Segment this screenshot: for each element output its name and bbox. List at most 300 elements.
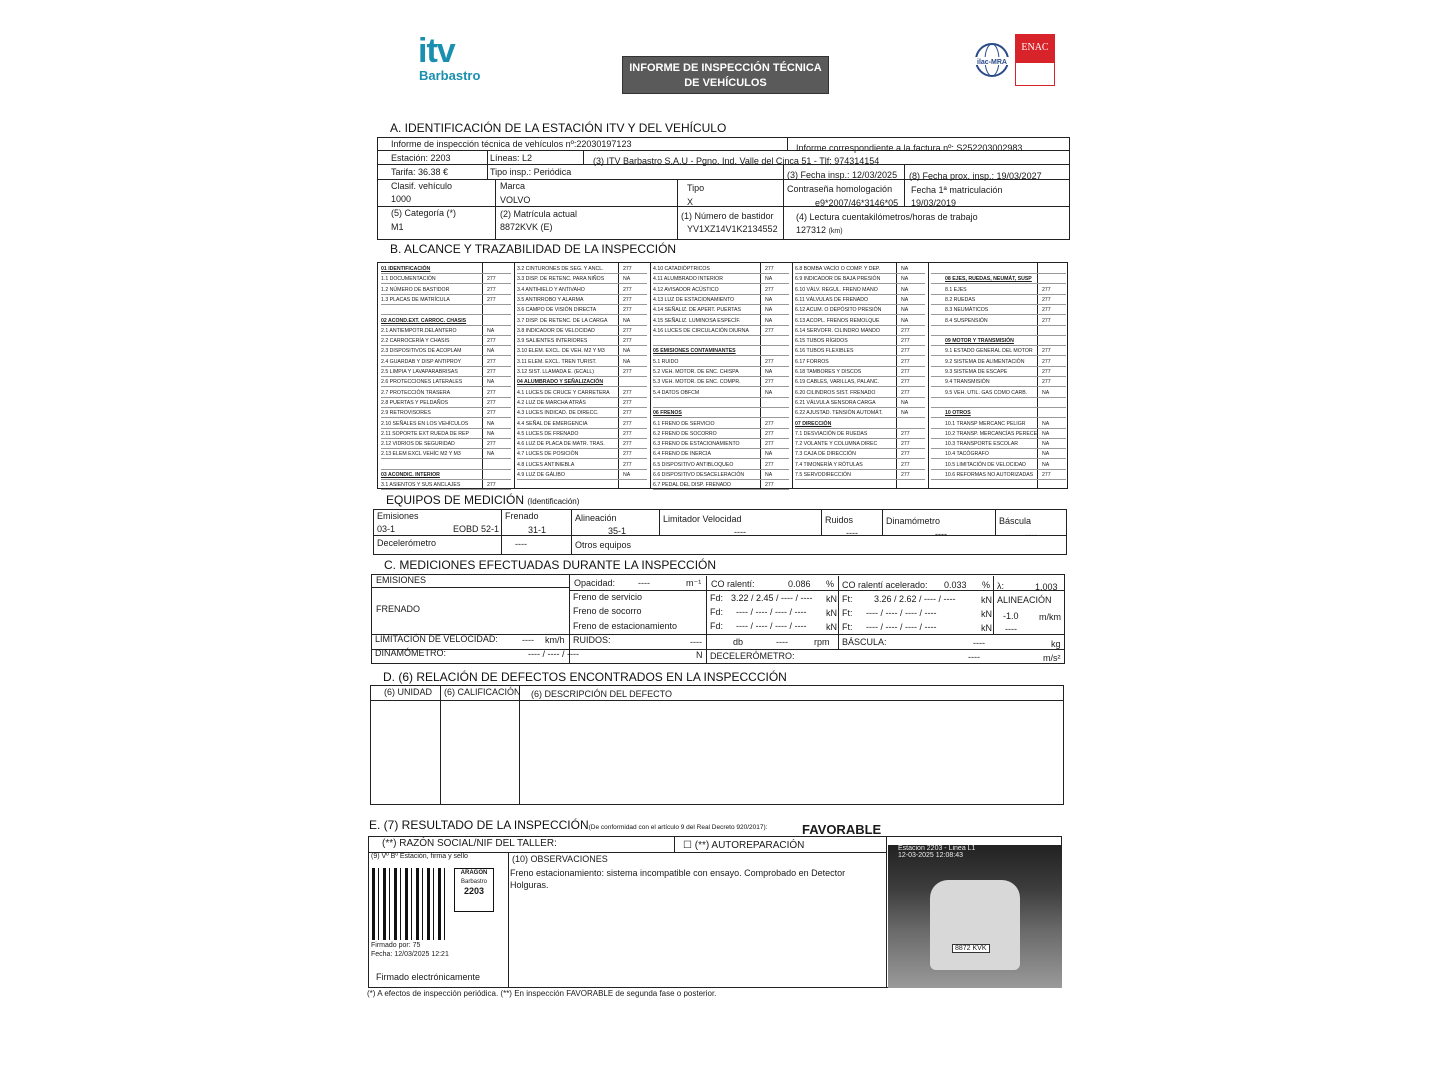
freno-socorro-label: Freno de socorro (573, 606, 642, 616)
scope-item-label: 3.5 ANTIRROBO Y ALARMA (517, 296, 584, 303)
scope-item (931, 408, 1066, 418)
scope-item-result: 277 (901, 430, 910, 437)
tipo-inspeccion: Tipo insp.: Periódica (490, 167, 572, 177)
scope-item-label: 4.6 LUZ DE PLACA DE MATR. TRAS. (517, 441, 605, 448)
scope-item (931, 336, 1066, 346)
scope-item-label: 4.3 LUCES INDICAD. DE DIRECC. (517, 410, 599, 417)
scope-item-result: NA (765, 472, 773, 478)
scope-item-result: 277 (901, 369, 910, 375)
scope-item-result: 277 (623, 286, 632, 293)
scope-item (931, 305, 1066, 315)
scope-item (653, 264, 789, 274)
result-favorable: FAVORABLE (802, 822, 882, 837)
scope-item (931, 398, 1066, 408)
scope-item-label: 10 OTROS (945, 410, 971, 417)
station-seal (454, 868, 494, 912)
scope-item (653, 449, 789, 459)
contrasena-label: Contraseña homologación (787, 184, 893, 194)
scope-item-label: 6.3 FRENO DE ESTACIONAMIENTO (653, 441, 740, 448)
scope-item-result: NA (901, 266, 909, 272)
scope-item-label: 2.12 VIDRIOS DE SEGURIDAD (381, 441, 455, 448)
scope-item (795, 408, 925, 418)
scope-item-label: 6.8 BOMBA VACÍO O COMP. Y DEP. (795, 266, 881, 272)
razon-social-label: (**) RAZÓN SOCIAL/NIF DEL TALLER: (382, 838, 557, 849)
scope-item-result: 277 (623, 461, 632, 468)
title-line-2: DE VEHÍCULOS (684, 77, 767, 89)
scope-item (653, 429, 789, 439)
scope-item-label: 2.6 PROTECCIONES LATERALES (381, 379, 463, 386)
scope-item (653, 419, 789, 429)
enac-logo (1015, 34, 1055, 86)
scope-item (931, 285, 1066, 295)
scope-item-result: NA (487, 348, 495, 355)
grid-column-divider (928, 263, 929, 488)
freno-servicio-ft: 3.26 / 2.62 / ---- / ---- (874, 594, 956, 604)
scope-item-label: 2.1 ANTIEMPOTR.DELANTERO (381, 327, 457, 334)
scope-item-result: 277 (623, 441, 632, 448)
scope-item-label: 02 ACOND.EXT. CARROC. CHASIS (381, 317, 467, 324)
scope-item (517, 449, 647, 459)
document-title (622, 56, 829, 94)
scope-item-label: 3.7 DISP. DE RETENC. DE LA CARGA (517, 317, 608, 324)
kilometraje-label: (4) Lectura cuentakilómetros/horas de trabajo (796, 212, 978, 222)
scope-item-result: 277 (901, 451, 910, 458)
tarifa: Tarifa: 36.38 € (391, 167, 449, 177)
limitador-equipo: ---- (734, 527, 746, 537)
scope-item-result: 277 (487, 369, 496, 375)
scope-item-result: 277 (765, 379, 774, 386)
scope-item-result: NA (623, 348, 631, 355)
scope-item-label: 7.1 DESVIACIÓN DE RUEDAS (795, 430, 868, 437)
scope-item-result: 277 (901, 358, 910, 365)
scope-item-label: 8.3 NEUMÁTICOS (945, 307, 989, 314)
bascula-unit: kg (1051, 639, 1061, 649)
scope-item (931, 367, 1066, 377)
scope-item (653, 305, 789, 315)
scope-item-label: 01 IDENTIFICACIÓN (381, 266, 431, 272)
scope-item (517, 357, 647, 367)
decelerometro-label-c: DECELERÓMETRO: (710, 651, 795, 661)
defects-header-unidad: (6) UNIDAD (384, 687, 433, 697)
ruidos-value: ---- (690, 637, 702, 647)
observaciones-text: Freno estacionamiento: sistema incompatible con ensayo. Comprobado en Detector Holguras. (510, 868, 846, 890)
scope-item (931, 460, 1066, 470)
enac-text: ENAC (1016, 35, 1054, 63)
km-unit: (km) (828, 228, 843, 235)
grid-column-divider (650, 263, 651, 488)
bastidor-value: YV1XZ14V1K2134552 (687, 224, 778, 234)
alineacion-equipo: 35-1 (608, 526, 627, 536)
firma-fecha: Fecha: 12/03/2025 12:21 (371, 951, 449, 958)
ilac-mra-logo (972, 42, 1012, 80)
scope-item (653, 367, 789, 377)
scope-item (381, 470, 511, 480)
scope-item-label: 3.2 CINTURONES DE SEG. Y ANCL. (517, 266, 604, 272)
scope-item-result: 277 (1042, 358, 1051, 365)
scope-item-result: 277 (765, 327, 774, 334)
scope-item-result: NA (487, 327, 495, 334)
grid-column-divider (514, 263, 515, 488)
scope-item-label: 1.3 PLACAS DE MATRÍCULA (381, 296, 450, 303)
scope-item-result: 277 (623, 327, 632, 334)
scope-item-label: 6.5 DISPOSITIVO ANTIBLOQUEO (653, 461, 734, 468)
limitacion-value: ---- (522, 635, 534, 645)
scope-item (517, 460, 647, 470)
scope-item-result: NA (901, 317, 909, 324)
scope-item (795, 470, 925, 480)
frenado-equipo: 31-1 (528, 525, 547, 535)
ft-label-2: Ft: (842, 608, 853, 618)
scope-item-label: 6.14 SERVOFR. CILINDRO MANDO (795, 327, 880, 334)
opacidad-value: ---- (638, 578, 650, 588)
scope-item-result: 277 (623, 410, 632, 417)
scope-item-result: 277 (623, 307, 632, 314)
ft-label-1: Ft: (842, 594, 853, 604)
scope-item (795, 285, 925, 295)
scope-item-label: 3.6 CAMPO DE VISIÓN DIRECTA (517, 307, 597, 314)
scope-item-result: NA (765, 317, 773, 324)
opacidad-label: Opacidad: (574, 578, 616, 588)
inspection-scope-grid (377, 262, 1068, 489)
emisiones-equipo-2: EOBD 52-1 (453, 524, 500, 534)
scope-item-result: 277 (1042, 379, 1051, 386)
scope-item-label: 6.4 FRENO DE INERCIA (653, 451, 711, 458)
scope-item-label: 2.3 DISPOSITIVOS DE ACOPLAM (381, 348, 462, 355)
bascula-value: ---- (973, 638, 985, 648)
scope-item-result: NA (901, 307, 909, 314)
scope-item-result: NA (487, 420, 495, 427)
equipos-title (386, 493, 579, 507)
scope-item-result: NA (487, 451, 495, 458)
scope-item (517, 346, 647, 356)
scope-item (381, 460, 511, 470)
fecha-proxima: (8) Fecha prox. insp.: 19/03/2027 (909, 171, 1042, 181)
grid-column-divider (792, 263, 793, 488)
scope-item (381, 449, 511, 459)
scope-item-result: 277 (623, 399, 632, 406)
freno-socorro-ft: ---- / ---- / ---- / ---- (866, 608, 937, 618)
scope-item (653, 377, 789, 387)
scope-item-label: 5.2 VEH. MOTOR. DE ENC. CHISPA (653, 369, 739, 375)
limitacion-unit: km/h (545, 635, 565, 645)
scope-item (517, 398, 647, 408)
scope-item (795, 305, 925, 315)
scope-item (931, 429, 1066, 439)
alineacion-value: -1.0 (1003, 611, 1019, 621)
scope-item-result: NA (623, 358, 631, 365)
frenado-label: Frenado (505, 511, 539, 521)
scope-item-result: 277 (487, 276, 496, 283)
scope-item-result: NA (901, 286, 909, 293)
scope-item (653, 439, 789, 449)
scope-item-result: NA (623, 317, 631, 324)
scope-item-label: 4.10 CATADIÓPTRICOS (653, 266, 710, 272)
scope-item-label: 7.3 CAJA DE DIRECCIÓN (795, 451, 856, 458)
freno-servicio-label: Freno de servicio (573, 592, 643, 602)
scope-item-label: 6.1 FRENO DE SERVICIO (653, 420, 715, 427)
scope-item-label: 10.4 TACÓGRAFO (945, 451, 989, 458)
scope-item (381, 398, 511, 408)
scope-item-result: NA (487, 430, 495, 437)
scope-item-label: 9.3 SISTEMA DE ESCAPE (945, 369, 1008, 375)
scope-item (381, 264, 511, 274)
scope-item-result: NA (901, 399, 909, 406)
scope-item-label: 3.9 SALIENTES INTERIORES (517, 338, 588, 345)
scope-item (931, 346, 1066, 356)
scope-item-label: 4.8 LUCES ANTINIEBLA (517, 461, 575, 468)
scope-item-result: 277 (901, 327, 910, 334)
clasif-label: Clasif. vehículo (391, 181, 453, 191)
vehicle-image (930, 880, 1020, 970)
scope-item-result: NA (1042, 430, 1050, 437)
scope-item-result: 277 (487, 358, 496, 365)
footnote: (*) A efectos de inspección periódica. (**) En inspección FAVORABLE de segunda fase o posterior. (367, 989, 717, 998)
scope-item (517, 377, 647, 387)
scope-item-label: 6.21 VÁLVULA SENSORA CARGA (795, 399, 876, 406)
scope-item-label: 10.3 TRANSPORTE ESCOLAR (945, 441, 1019, 448)
decelerometro-unit: m/s² (1043, 653, 1061, 663)
defects-header-calificacion: (6) CALIFICACIÓN (444, 687, 521, 697)
scope-item-label: 2.5 LIMPIA Y LAVAPARABRISAS (381, 369, 458, 375)
frenado-header: FRENADO (376, 604, 421, 614)
scope-item-result: 277 (765, 286, 774, 293)
scope-item-label: 7.5 SERVODIRECCIÓN (795, 472, 851, 478)
decelerometro-value: ---- (968, 652, 980, 662)
scope-item (381, 480, 511, 490)
scope-item (795, 398, 925, 408)
scope-item-label: 06 FRENOS (653, 410, 682, 417)
scope-item-label: 07 DIRECCIÓN (795, 420, 832, 427)
section-c-title: C. MEDICIONES EFECTUADAS DURANTE LA INSPECCIÓN (384, 558, 717, 572)
scope-item-result: 277 (623, 430, 632, 437)
scope-item (653, 285, 789, 295)
scope-item-label: 04 ALUMBRADO Y SEÑALIZACIÓN (517, 379, 604, 386)
scope-item-result: 277 (901, 348, 910, 355)
scope-item-result: 277 (1042, 307, 1051, 314)
scope-item (931, 316, 1066, 326)
scope-item-label: 6.12 ACUM. O DEPÓSITO PRESIÓN (795, 307, 882, 314)
scope-item-label: 6.2 FRENO DE SOCORRO (653, 430, 717, 437)
fd-label-1: Fd: (710, 593, 724, 603)
scope-item-label: 4.5 LUCES DE FRENADO (517, 430, 579, 437)
scope-item (653, 408, 789, 418)
scope-item-label: 6.6 DISPOSITIVO DESACELERACIÓN (653, 472, 745, 478)
scope-item (653, 336, 789, 346)
station-address: (3) ITV Barbastro S.A.U - Pgno. Ind. Valle del Cinca 51 - Tlf: 974314154 (593, 156, 880, 166)
scope-item-label: 4.2 LUZ DE MARCHA ATRÁS (517, 399, 586, 406)
scope-item-label: 9.1 ESTADO GENERAL DEL MOTOR (945, 348, 1033, 355)
kn-unit-3: kN (826, 622, 837, 632)
scope-item-result: NA (765, 369, 773, 375)
scope-item (381, 285, 511, 295)
scope-item-result: 277 (901, 379, 910, 386)
scope-item-label: 4.13 LUZ DE ESTACIONAMIENTO (653, 296, 735, 303)
scope-item (795, 264, 925, 274)
observaciones-label: (10) OBSERVACIONES (512, 854, 608, 864)
scope-item-label: 1.1 DOCUMENTACIÓN (381, 276, 436, 283)
scope-item-label: 6.16 TUBOS FLEXIBLES (795, 348, 854, 355)
scope-item-result: 277 (765, 441, 774, 448)
scope-item-result: NA (1042, 461, 1050, 468)
scope-item-result: 277 (487, 296, 496, 303)
scope-item-result: NA (765, 307, 773, 314)
scope-item-result: NA (901, 296, 909, 303)
scope-item (381, 357, 511, 367)
scope-item (381, 439, 511, 449)
scope-item-result: 277 (1042, 348, 1051, 355)
scope-item (795, 326, 925, 336)
equipos-title-sub: (Identificación) (527, 497, 580, 506)
scope-item (381, 274, 511, 284)
scope-item-result: 277 (901, 338, 910, 345)
scope-item (517, 367, 647, 377)
scope-item (931, 470, 1066, 480)
scope-item-label: 4.15 SEÑALIZ. LUMINOSA ESPECÍF. (653, 317, 741, 324)
scope-item (795, 274, 925, 284)
photo-caption-1: Estacion 2203 - Linea L1 (898, 845, 976, 852)
fecha-matriculacion-value: 19/03/2019 (911, 198, 957, 208)
freno-estacionamiento-fd: ---- / ---- / ---- / ---- (736, 621, 807, 631)
scope-item (517, 305, 647, 315)
scope-item-label: 4.1 LUCES DE CRUCE Y CARRETERA (517, 389, 610, 396)
scope-item (381, 326, 511, 336)
limitador-label: Limitador Velocidad (663, 514, 742, 524)
scope-item (795, 429, 925, 439)
scope-item-label: 3.11 ELEM. EXCL. TREN TURIST. (517, 358, 597, 365)
scope-item-label: 3.12 SIST. LLAMADA E. (ECALL) (517, 369, 594, 375)
scope-item-label: 2.8 PUERTAS Y PELDAÑOS (381, 399, 449, 406)
scope-item (381, 429, 511, 439)
emisiones-header: EMISIONES (376, 575, 427, 585)
scope-item-label: 9.4 TRANSMISIÓN (945, 379, 990, 386)
lambda-value: 1.003 (1035, 582, 1058, 592)
scope-item (653, 480, 789, 490)
scope-item-result: 277 (901, 461, 910, 468)
scope-item-label: 1.2 NÚMERO DE BASTIDOR (381, 286, 450, 293)
opacidad-unit: m⁻¹ (686, 578, 702, 588)
fd-label-3: Fd: (710, 621, 724, 631)
scope-item-result: 277 (487, 399, 496, 406)
vb-label: (9) Vº Bº Estación, firma y sello (371, 853, 468, 860)
estacion: Estación: 2203 (391, 153, 451, 163)
otros-equipos-label: Otros equipos (575, 540, 632, 550)
scope-item-result: NA (901, 410, 909, 417)
scope-item (931, 419, 1066, 429)
scope-item-result: NA (1042, 451, 1050, 458)
dinamometro-value: ---- / ---- / ---- (528, 649, 579, 659)
scope-item-result: 277 (765, 358, 774, 365)
scope-item-label: 9.5 VEH. UTIL. GAS COMO CARB. (945, 389, 1028, 396)
section-e-title (369, 818, 767, 832)
scope-item-label: 4.7 LUCES DE POSICIÓN (517, 451, 579, 458)
categoria-value: M1 (391, 222, 404, 232)
scope-item-label: 2.11 SOPORTE EXT RUEDA DE REP (381, 430, 469, 437)
scope-item-label: 6.13 ACOPL. FRENOS REMOLQUE (795, 317, 880, 324)
fd-label-2: Fd: (710, 607, 724, 617)
scope-item-label: 2.4 GUARDAB Y DISP ANTIPROY (381, 358, 462, 365)
scope-item (381, 408, 511, 418)
scope-item-result: 277 (487, 286, 496, 293)
freno-estacionamiento-label: Freno de estacionamiento (573, 621, 678, 631)
scope-item-label: 4.12 AVISADOR ACÚSTICO (653, 286, 719, 293)
equipos-title-text: EQUIPOS DE MEDICIÓN (386, 493, 525, 507)
scope-item-label: 8.4 SUSPENSIÓN (945, 317, 988, 324)
scope-item-label: 2.13 ELEM EXCL VEHÍC M2 Y M3 (381, 451, 461, 458)
co-acelerado-value: 0.033 (944, 580, 967, 590)
scope-item (931, 295, 1066, 305)
scope-item-label: 09 MOTOR Y TRANSMISIÓN (945, 338, 1014, 345)
seal-number: 2203 (463, 886, 485, 896)
section-e-title-text: E. (7) RESULTADO DE LA INSPECCIÓN (369, 818, 589, 832)
scope-item-label: 3.3 DISP. DE RETENC. PARA NIÑOS (517, 276, 605, 283)
scope-item-result: 277 (623, 338, 632, 345)
matricula-value: 8872KVK (E) (500, 222, 553, 232)
scope-item-result: 277 (1042, 369, 1051, 375)
scope-item-result: 277 (765, 482, 774, 489)
scope-item-label: 7.4 TIMONERÍA Y RÓTULAS (795, 461, 863, 468)
co-value: 0.086 (788, 579, 811, 589)
dinamometro-label-c: DINAMÓMETRO: (375, 648, 446, 658)
scope-item-label: 4.14 SEÑALIZ. DE APERT. PUERTAS (653, 307, 741, 314)
scope-item-label: 10.5 LIMITACIÓN DE VELOCIDAD (945, 461, 1026, 468)
scope-item-label: 05 EMISIONES CONTAMINANTES (653, 348, 736, 355)
scope-item-label: 8.1 EJES (945, 286, 967, 293)
scope-item (795, 449, 925, 459)
scope-item (653, 470, 789, 480)
bascula-label: Báscula (999, 516, 1032, 526)
photo-caption-2: 12-03-2025 12:08:43 (898, 852, 963, 859)
scope-item-label: 2.10 SEÑALES EN LOS VEHÍCULOS (381, 420, 469, 427)
decelerometro-equipo: ---- (515, 539, 527, 549)
scope-item (517, 295, 647, 305)
scope-item-result: 277 (765, 420, 774, 427)
emisiones-equipo-1: 03-1 (377, 524, 396, 534)
scope-item-result: 277 (623, 369, 632, 375)
informe-number: Informe de inspección técnica de vehículos nº:22030197123 (391, 139, 632, 149)
ruidos-label-c: RUIDOS: (573, 635, 611, 645)
qr-code (372, 868, 446, 940)
scope-item (517, 316, 647, 326)
scope-item (653, 274, 789, 284)
scope-item (931, 439, 1066, 449)
defects-header-descripcion: (6) DESCRIPCIÓN DEL DEFECTO (531, 689, 673, 699)
scope-item (795, 460, 925, 470)
scope-item (931, 377, 1066, 387)
scope-item (517, 439, 647, 449)
freno-servicio-fd: 3.22 / 2.45 / ---- / ---- (731, 593, 813, 603)
section-d-title: D. (6) RELACIÓN DE DEFECTOS ENCONTRADOS EN LA INSPECCCIÓN (383, 670, 787, 684)
scope-item-label: 10.6 REFORMAS NO AUTORIZADAS (945, 472, 1034, 478)
scope-item-label: 6.20 CILINDROS SIST. FRENADO (795, 389, 876, 396)
scope-item-result: 277 (623, 420, 632, 427)
scope-item (381, 377, 511, 387)
firmado-electronicamente: Firmado electrónicamente (376, 972, 481, 982)
scope-item-label: 08 EJES, RUEDAS, NEUMÁT, SUSP (945, 276, 1032, 283)
bastidor-label: (1) Número de bastidor (681, 211, 774, 221)
scope-item (653, 326, 789, 336)
scope-item (653, 346, 789, 356)
scope-item (381, 305, 511, 315)
fecha-matriculacion-label: Fecha 1ª matriculación (911, 185, 1003, 195)
scope-item (517, 419, 647, 429)
scope-item-result: 277 (765, 461, 774, 468)
scope-item (795, 388, 925, 398)
scope-item-result: NA (1042, 441, 1050, 448)
scope-item-label: 3.4 ANTIHIELO Y ANTIVAHO (517, 286, 585, 293)
lineas: Líneas: L2 (490, 153, 533, 163)
scope-item-result: NA (765, 276, 773, 283)
scope-item-label: 6.15 TUBOS RÍGIDOS (795, 338, 848, 345)
